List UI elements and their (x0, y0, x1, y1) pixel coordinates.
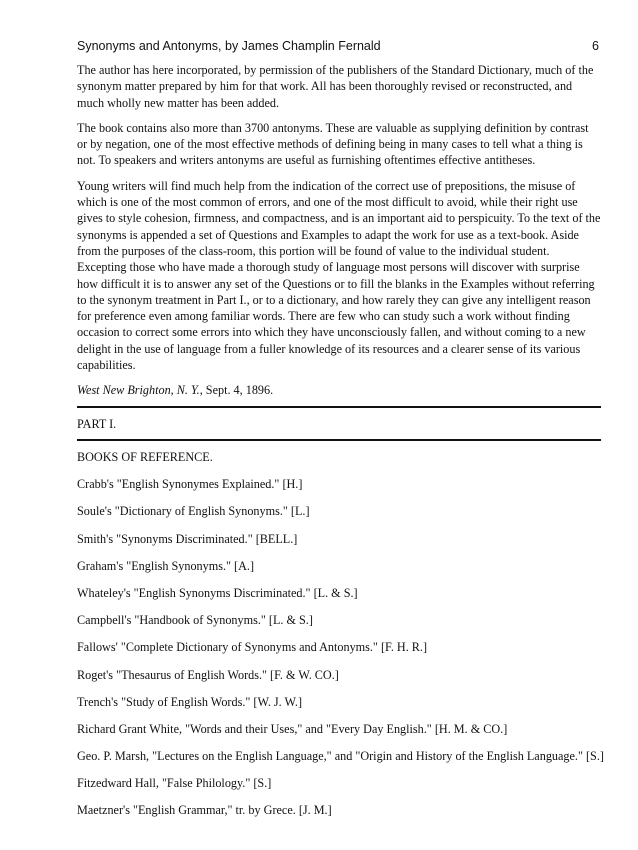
paragraph: The author has here incorporated, by permission of the publishers of the Standard Dictionary, much of the synonym matter prepared by him for that work. All has been thoroughly revised or reconstructed, and much wholly new matter has been added. (77, 63, 594, 110)
reference-item: Fitzedward Hall, "False Philology." [S.] (77, 776, 272, 791)
reference-item: Fallows' "Complete Dictionary of Synonyms and Antonyms." [F. H. R.] (77, 640, 428, 655)
signoff-place: West New Brighton, N. Y. (77, 383, 200, 398)
reference-item: Geo. P. Marsh, "Lectures on the English Language," and "Origin and History of the English Language." [S.] (77, 749, 604, 764)
signoff (77, 382, 601, 398)
reference-item: Campbell's "Handbook of Synonyms." [L. & S.] (77, 613, 313, 628)
document-body (77, 62, 604, 830)
reference-item: Graham's "English Synonyms." [A.] (77, 558, 255, 573)
part-heading: PART I. (77, 416, 117, 431)
section-divider (77, 439, 601, 441)
reference-item: Whateley's "English Synonyms Discriminated." [L. & S.] (77, 585, 358, 600)
signoff-date: , Sept. 4, 1896. (199, 383, 274, 398)
paragraph: The book contains also more than 3700 antonyms. These are valuable as supplying definition by contrast or by negation, one of the most effective methods of defining being in many cases to tell what a thing is not. To speakers and writers antonyms are useful as furnishing oftentimes effective antitheses. (77, 120, 589, 168)
section-divider (77, 406, 601, 408)
reference-list (77, 476, 604, 819)
reference-item: Trench's "Study of English Words." [W. J. W.] (77, 694, 303, 709)
reference-item: Richard Grant White, "Words and their Uses," and "Every Day English." [H. M. & CO.] (77, 721, 508, 736)
reference-item: Crabb's "English Synonymes Explained." [H.] (77, 477, 303, 492)
reference-item: Maetzner's "English Grammar," tr. by Grece. [J. M.] (77, 803, 332, 818)
page-number: 6 (592, 39, 599, 53)
reference-item: Soule's "Dictionary of English Synonyms." [L.] (77, 504, 310, 519)
books-heading: BOOKS OF REFERENCE. (77, 449, 213, 464)
page-header (77, 37, 599, 55)
running-title: Synonyms and Antonyms, by James Champlin Fernald (77, 39, 381, 53)
paragraph: Young writers will find much help from the indication of the correct use of prepositions, the misuse of which is one of the most common of errors, and one of the most difficult to avoid, while their right use gives to style cohesion, firmness, and compactness, and is an important aid to perspicuity. To the text of the synonyms is appended a set of Questions and Examples to adapt the work for use as a text-book. Aside from the purposes of the class-room, this portion will be found of value to the individual student. Excepting those who have made a thorough study of language most persons will discover with surprise how difficult it is to answer any set of the Questions or to fill the blanks in the Examples without referring to the synonym treatment in Part I., or to a dictionary, and how rarely they can give any intelligent reason for preference even among familiar words. There are few who can study such a work without finding occasion to correct some errors into which they have unconsciously fallen, and without coming to a new delight in the use of language from a fuller knowledge of its resources and a clearer sense of its various capabilities. (77, 178, 601, 373)
reference-item: Smith's "Synonyms Discriminated." [BELL.] (77, 531, 298, 546)
reference-item: Roget's "Thesaurus of English Words." [F. & W. CO.] (77, 667, 339, 682)
